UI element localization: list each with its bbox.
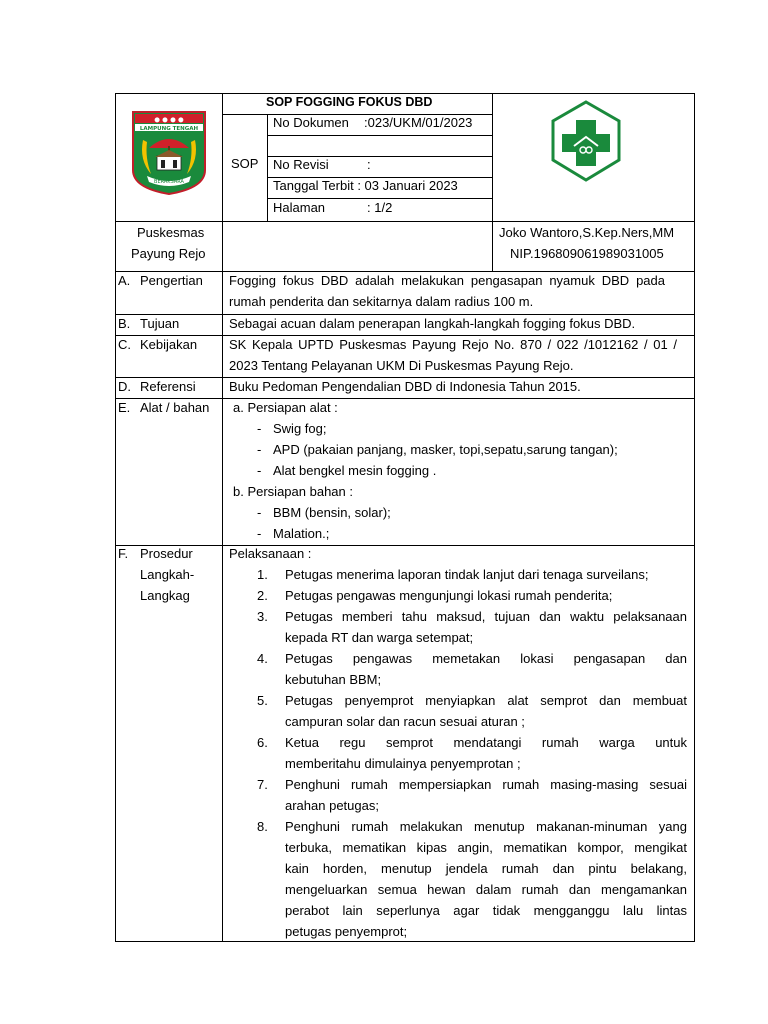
lampung-tengah-emblem [131, 110, 207, 196]
step-number: 2. [257, 588, 268, 603]
signer-nip: NIP.196809061989031005 [510, 246, 664, 261]
step-7-line-2: arahan petugas; [285, 798, 379, 813]
section-letter-f: F. [118, 546, 129, 561]
section-letter-c: C. [118, 337, 131, 352]
section-label-alat: Alat / bahan [140, 400, 210, 415]
prosedur-heading: Pelaksanaan : [229, 546, 312, 561]
alat-item-3: Alat bengkel mesin fogging . [273, 463, 437, 478]
svg-text:BERAKSARA: BERAKSARA [154, 179, 184, 185]
step-8-line-6: petugas penyemprot; [285, 924, 408, 939]
step-number: 3. [257, 609, 268, 624]
section-letter-a: A. [118, 273, 131, 288]
step-5-line-1: Petugas penyemprot menyiapkan alat semprot dan membuat [285, 693, 687, 708]
sop-label: SOP [231, 156, 259, 171]
pengertian-line-2: rumah penderita dan sekitarnya dalam radius 100 m. [229, 294, 534, 309]
org-name-line2: Payung Rejo [131, 246, 206, 261]
no-revisi-label: No Revisi [273, 157, 329, 172]
step-3-line-2: kepada RT dan warga setempat; [285, 630, 474, 645]
puskesmas-logo [550, 100, 622, 182]
step-8-line-5: perabot lain seperlunya agar tidak mengganggu lalu lintas [285, 903, 687, 918]
kebijakan-line-1: SK Kepala UPTD Puskesmas Payung Rejo No. 870 / 022 /1012162 / 01 / [229, 337, 677, 352]
kebijakan-line-2: 2023 Tentang Pelayanan UKM Di Puskesmas Payung Rejo. [229, 358, 574, 373]
halaman-value: : 1/2 [367, 200, 393, 215]
alat-item-2: APD (pakaian panjang, masker, topi,sepatu,sarung tangan); [273, 442, 618, 457]
list-dash: - [257, 505, 262, 520]
list-dash: - [257, 442, 262, 457]
pengertian-line-1: Fogging fokus DBD adalah melakukan pengasapan nyamuk DBD pada [229, 273, 665, 288]
step-6-line-1: Ketua regu semprot mendatangi rumah warga untuk [285, 735, 687, 750]
step-number: 6. [257, 735, 268, 750]
no-revisi-value: : [367, 157, 371, 172]
step-4-line-1: Petugas pengawas memetakan lokasi pengasapan dan [285, 651, 687, 666]
step-1-line-1: Petugas menerima laporan tindak lanjut dari tenaga surveilans; [285, 567, 649, 582]
signer-name: Joko Wantoro,S.Kep.Ners,MM [499, 225, 675, 240]
step-3-line-1: Petugas memberi tahu maksud, tujuan dan waktu pelaksanaan [285, 609, 687, 624]
section-letter-b: B. [118, 316, 131, 331]
referensi-text: Buku Pedoman Pengendalian DBD di Indonesia Tahun 2015. [229, 379, 581, 394]
bahan-item-1: BBM (bensin, solar); [273, 505, 391, 520]
alat-item-1: Swig fog; [273, 421, 327, 436]
section-letter-e: E. [118, 400, 131, 415]
list-dash: - [257, 463, 262, 478]
step-number: 8. [257, 819, 268, 834]
list-dash: - [257, 526, 262, 541]
alat-heading: a. Persiapan alat : [233, 400, 338, 415]
section-label-pengertian: Pengertian [140, 273, 203, 288]
section-label-tujuan: Tujuan [140, 316, 180, 331]
list-dash: - [257, 421, 262, 436]
bahan-item-2: Malation.; [273, 526, 330, 541]
tanggal-terbit: Tanggal Terbit : 03 Januari 2023 [273, 178, 458, 193]
bahan-heading: b. Persiapan bahan : [233, 484, 353, 499]
step-2-line-1: Petugas pengawas mengunjungi lokasi rumah penderita; [285, 588, 613, 603]
no-dokumen-label: No Dokumen [273, 115, 349, 130]
step-4-line-2: kebutuhan BBM; [285, 672, 382, 687]
document-title: SOP FOGGING FOKUS DBD [266, 95, 433, 109]
step-6-line-2: memberitahu dimulainya penyemprotan ; [285, 756, 521, 771]
svg-text:LAMPUNG TENGAH: LAMPUNG TENGAH [139, 126, 199, 132]
step-number: 1. [257, 567, 268, 582]
section-label-kebijakan: Kebijakan [140, 337, 198, 352]
step-number: 4. [257, 651, 268, 666]
step-7-line-1: Penghuni rumah mempersiapkan rumah masing-masing sesuai [285, 777, 687, 792]
step-8-line-2: terbuka, mematikan kipas angin, mematikan kompor, mengikat [285, 840, 687, 855]
section-label-langkah: Langkah- [140, 567, 195, 582]
section-label-prosedur: Prosedur [140, 546, 193, 561]
section-label-langkag: Langkag [140, 588, 190, 603]
section-letter-d: D. [118, 379, 131, 394]
halaman-label: Halaman [273, 200, 326, 215]
org-name-line1: Puskesmas [137, 225, 205, 240]
step-8-line-1: Penghuni rumah melakukan menutup makanan-minuman yang [285, 819, 687, 834]
no-dokumen-value: :023/UKM/01/2023 [364, 115, 473, 130]
step-5-line-2: campuran solar dan racun sesuai aturan ; [285, 714, 525, 729]
section-label-referensi: Referensi [140, 379, 196, 394]
step-8-line-3: kain horden, menutup jendela rumah dan pintu belakang, [285, 861, 687, 876]
step-8-line-4: mengeluarkan semua hewan dalam rumah dan mengamankan [285, 882, 687, 897]
svg-text:● ● ● ●: ● ● ● ● [154, 115, 184, 124]
step-number: 7. [257, 777, 268, 792]
step-number: 5. [257, 693, 268, 708]
tujuan-text: Sebagai acuan dalam penerapan langkah-langkah fogging fokus DBD. [229, 316, 636, 331]
